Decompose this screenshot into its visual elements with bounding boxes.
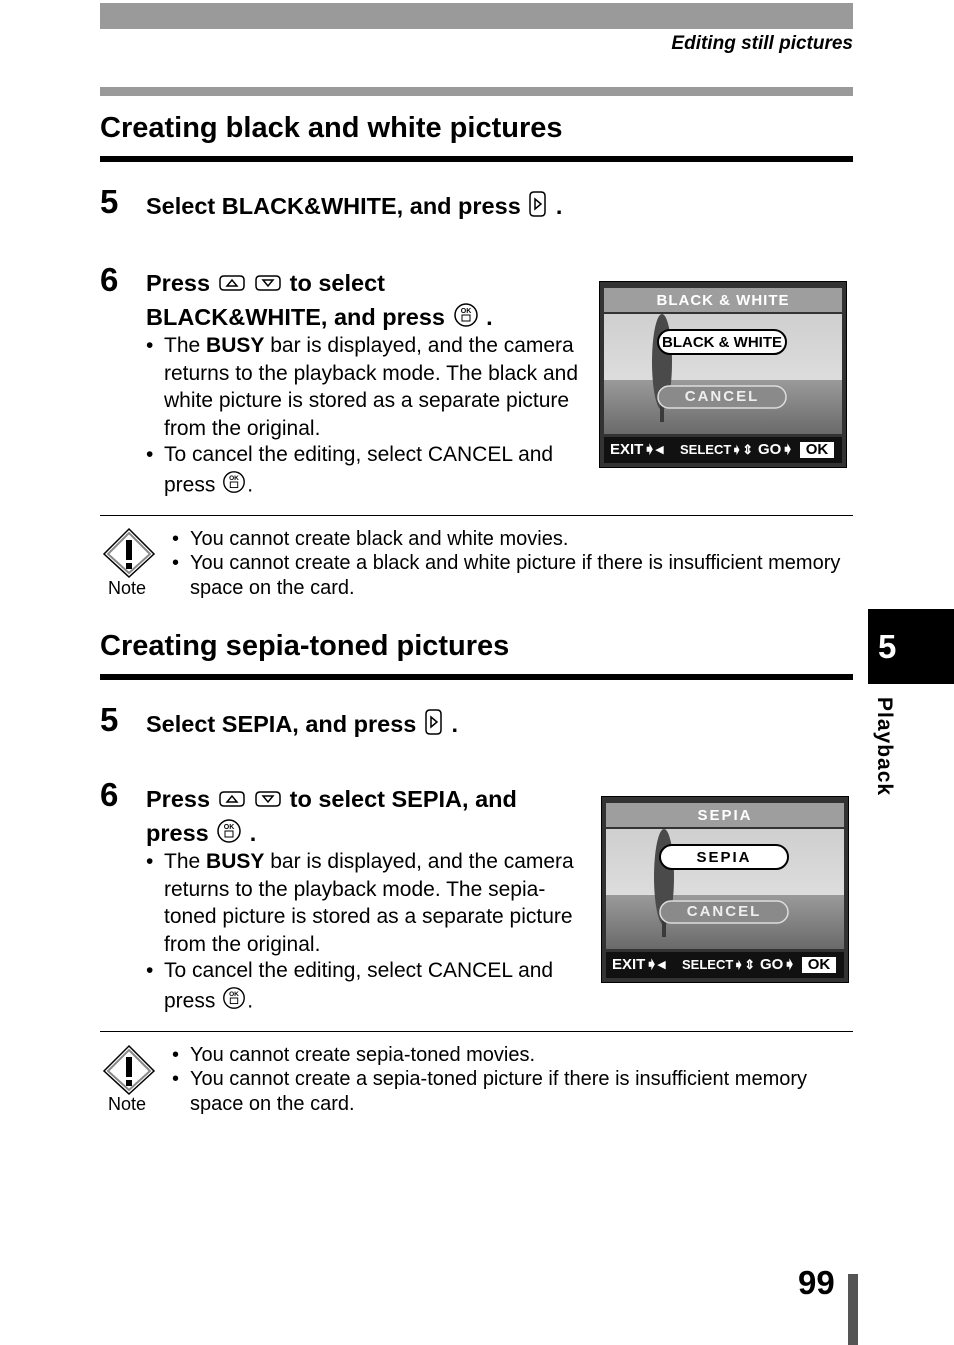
menu-option-black-white: BLACK & WHITE (662, 334, 782, 351)
note-warning-icon (102, 1044, 156, 1101)
arrow-pad-right-icon (527, 190, 549, 226)
note-rule (100, 1031, 853, 1032)
bullet: • (146, 334, 154, 357)
section-rule (100, 674, 853, 680)
ok-button-icon (221, 985, 247, 1019)
exit-text: EXIT (612, 956, 646, 973)
screen-go-label: GO➧ (758, 441, 794, 458)
cancel-tail: . (247, 472, 254, 496)
step-6-press: Press (146, 270, 211, 296)
step-5-tail: . (451, 711, 458, 738)
section-title: Creating sepia-toned pictures (100, 630, 510, 662)
step-6-text (146, 783, 517, 853)
bullet-text (164, 848, 594, 958)
select-text: SELECT (682, 957, 734, 972)
camera-screen (599, 281, 847, 468)
page-number-bar (848, 1274, 858, 1345)
screen-ok-label: OK (805, 441, 829, 458)
section-title: Creating black and white pictures (100, 112, 563, 144)
bullet: • (172, 1044, 180, 1066)
step-6-line2: BLACK&WHITE, and press (146, 304, 445, 330)
svg-text:OK: OK (229, 474, 240, 482)
step-5-label: Select SEPIA, and press (146, 711, 417, 738)
step-5-text (146, 708, 458, 744)
step-6-line1: to select SEPIA, and (289, 786, 517, 812)
section-bar (100, 87, 853, 96)
step-5-label: Select BLACK&WHITE, and press (146, 193, 521, 220)
go-text: GO (760, 956, 784, 973)
screen-ok-label: OK (807, 956, 831, 973)
header-bar (100, 3, 853, 29)
step-number: 6 (100, 261, 119, 298)
screen-go-label: GO➧ (760, 956, 796, 973)
arrow-pad-right-icon (423, 708, 445, 744)
go-text: GO (758, 441, 782, 458)
bullet: • (172, 528, 180, 550)
screen-title: SEPIA (697, 807, 753, 824)
svg-text:OK: OK (460, 307, 471, 315)
note-warning-icon (102, 527, 156, 584)
note-text: You cannot create a black and white picture if there is insufficient memory space on the card. (190, 552, 841, 599)
chapter-tab: 5 (868, 609, 954, 684)
step-6-line1: to select (289, 270, 385, 296)
step-6-press: Press (146, 786, 211, 812)
step-6-text (146, 267, 493, 337)
step-number: 6 (100, 776, 119, 813)
page-number: 99 (798, 1264, 835, 1301)
note-text: You cannot create black and white movies. (190, 528, 569, 550)
step-5-tail: . (555, 193, 563, 220)
bullet-text-start: The (164, 334, 207, 357)
step-6-tail: . (486, 304, 493, 330)
bullet-text-rest: bar is displayed, and the camera returns to the playback mode. The black and white picture is stored as a separate picture from the original. (164, 334, 579, 440)
ok-button-icon (221, 469, 247, 503)
step-6-line2: press (146, 820, 209, 846)
bullet-text (164, 332, 594, 442)
step-5-text (146, 190, 562, 226)
step-number: 5 (100, 701, 119, 738)
busy-label: BUSY (206, 334, 265, 357)
bullet-text (164, 441, 594, 502)
bullet: • (146, 850, 154, 873)
arrow-pad-down-icon (253, 785, 283, 817)
menu-option-cancel: CANCEL (684, 388, 760, 405)
cancel-instruction: To cancel the editing, select CANCEL and press (164, 443, 554, 496)
bullet: • (146, 959, 154, 982)
screen-exit-label: EXIT➧◂ (610, 441, 664, 458)
note-text: You cannot create a sepia-toned picture if there is insufficient memory space on the card. (190, 1068, 808, 1115)
header-title: Editing still pictures (671, 33, 853, 54)
svg-text:OK: OK (229, 990, 240, 998)
svg-text:OK: OK (224, 823, 235, 831)
screen-select-label: SELECT➧⇕ (680, 442, 754, 457)
note-label: Note (108, 1094, 147, 1114)
note-rule (100, 515, 853, 516)
busy-label: BUSY (206, 850, 265, 873)
step-number: 5 (100, 183, 119, 220)
step-6-tail: . (249, 820, 257, 846)
arrow-pad-up-icon (217, 269, 247, 301)
exit-text: EXIT (610, 441, 644, 458)
bullet: • (172, 552, 180, 574)
section-rule (100, 156, 853, 162)
screen-select-label: SELECT➧⇕ (682, 957, 756, 972)
arrow-pad-up-icon (217, 785, 247, 817)
menu-option-sepia: SEPIA (696, 849, 752, 866)
menu-option-cancel: CANCEL (686, 903, 762, 920)
bullet-text-start: The (164, 850, 207, 873)
arrow-pad-down-icon (253, 269, 283, 301)
select-text: SELECT (680, 442, 732, 457)
bullet-text (164, 957, 594, 1018)
bullet: • (172, 1068, 180, 1090)
chapter-label: Playback (873, 697, 896, 797)
screen-exit-label: EXIT➧◂ (612, 956, 666, 973)
bullet: • (146, 443, 154, 466)
bullet-text-rest: bar is displayed, and the camera returns to the playback mode. The sepia-toned picture is stored as a separate picture from the original. (164, 850, 574, 956)
note-label: Note (108, 578, 147, 598)
cancel-instruction: To cancel the editing, select CANCEL and press (164, 959, 554, 1012)
camera-screen (601, 796, 849, 983)
screen-title: BLACK & WHITE (656, 292, 790, 309)
note-text: You cannot create sepia-toned movies. (190, 1044, 536, 1066)
cancel-tail: . (247, 988, 254, 1012)
